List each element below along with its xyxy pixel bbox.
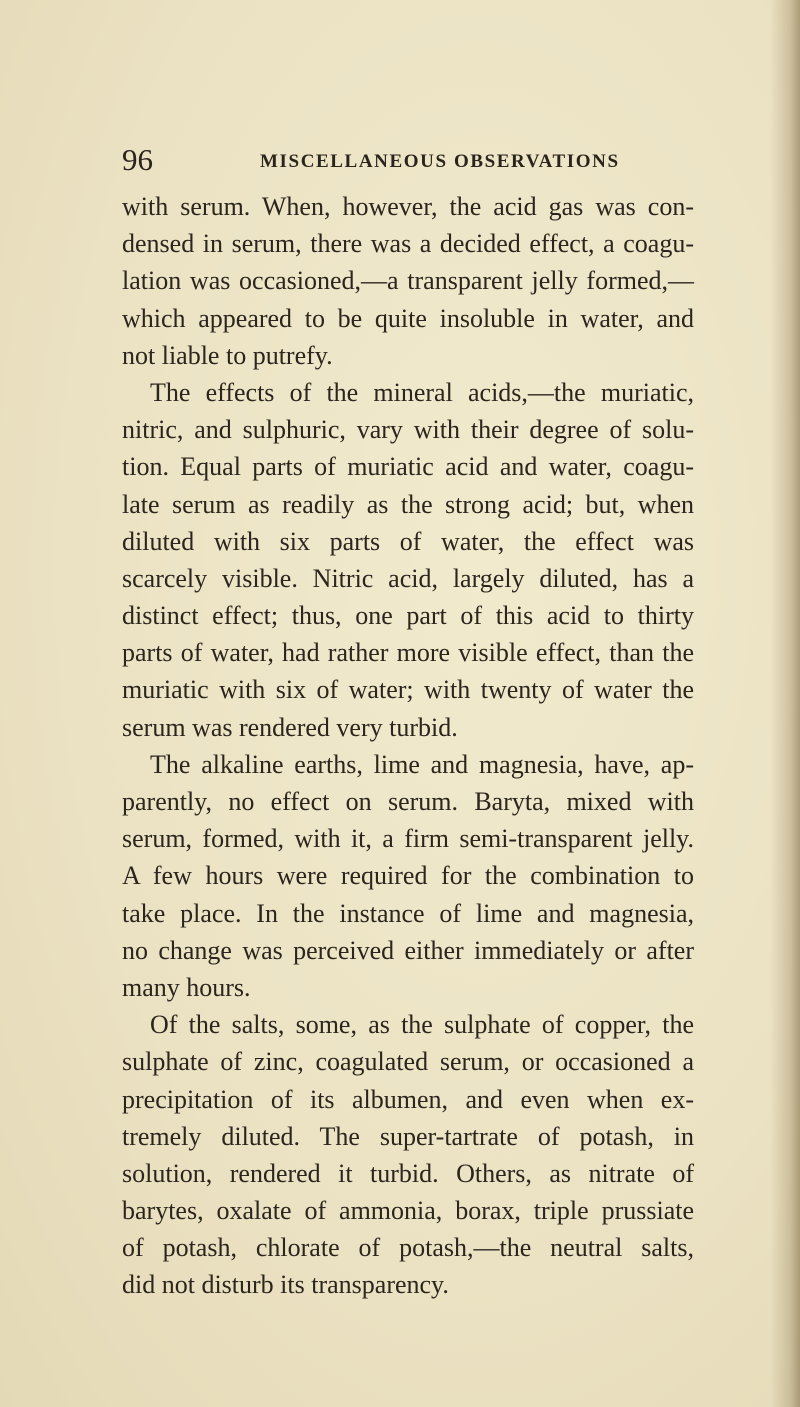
text-line: tion. Equal parts of muriatic acid and water, coagu-	[122, 452, 694, 482]
text-line: not liable to putrefy.	[122, 340, 333, 370]
text-line: diluted with six parts of water, the effect was	[122, 526, 694, 556]
text-line: serum was rendered very turbid.	[122, 712, 458, 742]
text-line: which appeared to be quite insoluble in water, and	[122, 303, 694, 333]
text-line: lation was occasioned,—a transparent jelly formed,—	[122, 266, 694, 296]
text-line: muriatic with six of water; with twenty of water the	[122, 675, 694, 705]
text-line: with serum. When, however, the acid gas was con-	[122, 192, 694, 221]
body-text	[122, 188, 694, 1304]
text-line: parts of water, had rather more visible effect, than the	[122, 638, 694, 668]
running-head: MISCELLANEOUS OBSERVATIONS	[260, 151, 620, 172]
text-line: A few hours were required for the combination to	[122, 861, 694, 891]
text-line: did not disturb its transparency.	[122, 1270, 449, 1300]
text-line: Of the salts, some, as the sulphate of copper, the	[150, 1010, 694, 1040]
text-line: serum, formed, with it, a firm semi-transparent jelly.	[122, 824, 694, 854]
text-line: The effects of the mineral acids,—the muriatic,	[150, 377, 694, 407]
text-line: late serum as readily as the strong acid; but, when	[122, 489, 694, 519]
text-line: sulphate of zinc, coagulated serum, or occasioned a	[122, 1047, 694, 1077]
text-line: solution, rendered it turbid. Others, as nitrate of	[122, 1158, 694, 1188]
text-line: parently, no effect on serum. Baryta, mixed with	[122, 787, 694, 816]
text-line: barytes, oxalate of ammonia, borax, triple prussiate	[122, 1196, 694, 1226]
text-line: no change was perceived either immediately or after	[122, 935, 694, 965]
text-line: The alkaline earths, lime and magnesia, have, ap-	[150, 749, 694, 779]
text-line: densed in serum, there was a decided effect, a coagu-	[122, 229, 694, 259]
text-line: of potash, chlorate of potash,—the neutral salts,	[122, 1233, 694, 1263]
text-line: many hours.	[122, 972, 251, 1002]
page-header	[122, 140, 682, 180]
text-line: scarcely visible. Nitric acid, largely diluted, has a	[122, 563, 694, 593]
text-line: nitric, and sulphuric, vary with their degree of solu-	[122, 415, 694, 445]
text-line: precipitation of its albumen, and even when ex-	[122, 1084, 694, 1114]
text-line: take place. In the instance of lime and magnesia,	[122, 898, 694, 928]
text-line: distinct effect; thus, one part of this acid to thirty	[122, 601, 694, 631]
text-line: tremely diluted. The super-tartrate of potash, in	[122, 1121, 694, 1151]
page-number: 96	[122, 142, 153, 177]
